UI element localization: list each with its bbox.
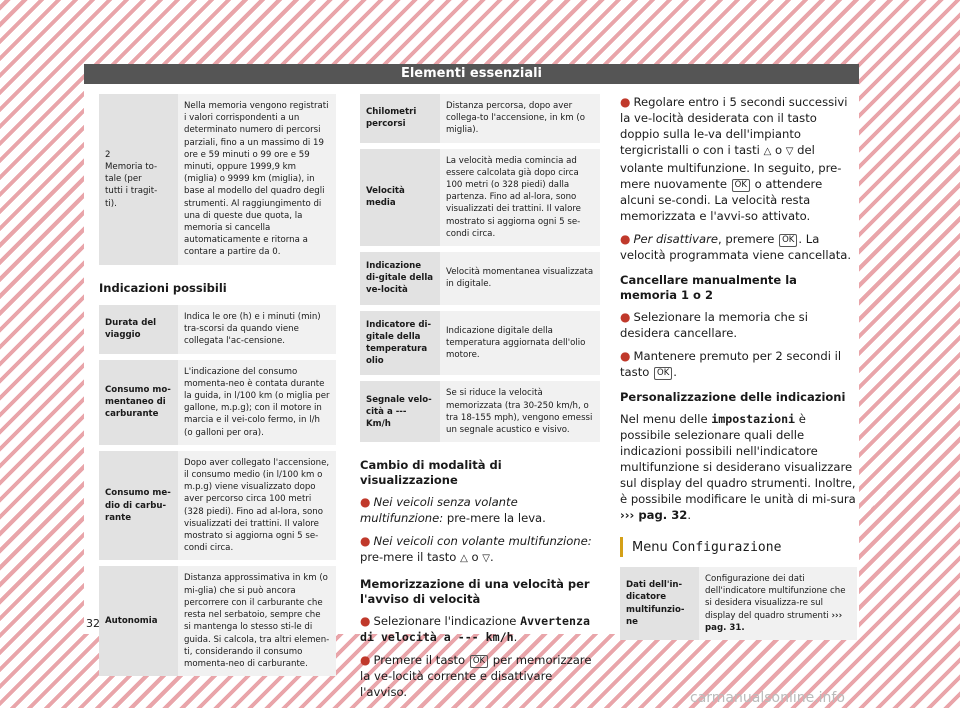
table-key: Consumo mo-mentaneo di carburante xyxy=(99,357,178,448)
section-title: Personalizzazione delle indicazioni xyxy=(620,390,846,404)
table-value: Indicazione digitale della temperatura aggiornata dell'olio motore. xyxy=(440,308,600,379)
ok-key-icon: OK xyxy=(654,367,672,380)
table-row xyxy=(360,378,600,442)
menu-title: Menu Configurazione xyxy=(632,539,782,555)
memory-table xyxy=(99,94,336,265)
section-title: Cancellare manualmente la memoria 1 o 2 xyxy=(620,273,797,302)
column-3 xyxy=(620,94,857,640)
page-number: 32 xyxy=(86,617,100,630)
bullet-paragraph: ● Mantenere premuto per 2 secondi il tasto OK . xyxy=(620,349,842,379)
table-key: Consumo me-dio di carbu-rante xyxy=(99,448,178,564)
bullet-paragraph: ● Nei veicoli senza volante multifunzione: pre-mere la leva. xyxy=(360,495,546,526)
table-key: Indicazione di-gitale della ve-locità xyxy=(360,249,440,308)
menu-table xyxy=(620,567,857,640)
ok-key-icon: OK xyxy=(779,234,797,247)
page-reference-link[interactable]: ››› pag. 31. xyxy=(705,610,843,633)
page-reference-link[interactable]: ››› pag. 32 xyxy=(620,508,688,522)
table-row xyxy=(99,563,336,676)
paragraph: Nel menu delle impostazioni è possibile selezionare quali delle indicazioni possibili nell'indicatore multifunzione si desiderano visualizzare sul display del quadro strumenti. Inoltre, è possibile modificare le unità di mi-sura ››› pag. 32. xyxy=(620,412,856,522)
table-value: Nella memoria vengono registrati i valori corrispondenti a un determinato numero di percorsi parziali, fino a un massimo di 19 ore e 59 minuti o 99 ore e 59 minuti, oppure 1999,9 km (miglia) o 9999 km (miglia), in base al modello del quadro degli strumenti. Al raggiungimento di una di queste due quota, la memoria si cancella automaticamente e ritorna a contare a partire da 0. xyxy=(178,94,336,265)
bullet-icon: ● xyxy=(360,614,371,629)
bullet-icon: ● xyxy=(620,310,631,324)
menu-accent-bar xyxy=(620,537,623,557)
column-2 xyxy=(360,94,600,707)
menu-heading xyxy=(620,537,857,557)
bullet-paragraph: ● Selezionare la memoria che si desidera cancellare. xyxy=(620,310,808,340)
bullet-icon: ● xyxy=(360,653,371,668)
bullet-paragraph: ● Selezionare l'indicazione Avvertenza di velocità a --- km/h. xyxy=(360,614,590,645)
triangle-down-icon: ▽ xyxy=(785,146,794,157)
triangle-down-icon: ▽ xyxy=(482,553,490,565)
table-value: Se si riduce la velocità memorizzata (tra 30-250 km/h, o tra 18-155 mph), vengono emessi un segnale acustico e visivo. xyxy=(440,378,600,442)
table-row xyxy=(360,146,600,249)
bullet-paragraph: ● Nei veicoli con volante multifunzione: pre-mere il tasto △ o ▽. xyxy=(360,534,592,565)
table-key: Indicatore di-gitale della temperatura olio xyxy=(360,308,440,379)
table-value: L'indicazione del consumo momenta-neo è contata durante la guida, in l/100 km (o miglia per gallone, m.p.g); con il motore in marcia e il vei-colo fermo, in l/h (o galloni per ora). xyxy=(178,357,336,448)
table-row xyxy=(99,357,336,448)
bullet-icon: ● xyxy=(360,495,371,510)
indications-table xyxy=(99,305,336,676)
table-row xyxy=(99,305,336,357)
table-key: Autonomia xyxy=(99,563,178,676)
ok-key-icon: OK xyxy=(470,655,488,668)
ok-key-icon: OK xyxy=(732,179,750,192)
bullet-icon: ● xyxy=(620,349,631,363)
table-key: Chilometri percorsi xyxy=(360,94,440,146)
bullet-paragraph: ● Premere il tasto OK per memorizzare la ve-locità corrente e disattivare l'avviso. xyxy=(360,653,592,700)
section-title: Memorizzazione di una velocità per l'avviso di velocità xyxy=(360,577,590,607)
section-title: Cambio di modalità di visualizzazione xyxy=(360,458,502,488)
table-row xyxy=(620,567,857,640)
bullet-icon: ● xyxy=(620,95,631,109)
table-value: Distanza approssimativa in km (o mi-glia) che si può ancora percorrere con il carburante che resta nel serbatoio, sempre che si mantenga lo stesso sti-le di guida. Si calcola, tra altri elemen-ti, considerando il consumo momenta-neo di carburante. xyxy=(178,563,336,676)
table-value: La velocità media comincia ad essere calcolata già dopo circa 100 metri (o 328 piedi) dalla partenza. Fino ad al-lora, sono visualizzati dei trattini. Il valore mostrato si aggiorna ogni 5 se-condi circa. xyxy=(440,146,600,249)
table-value: Configurazione dei dati dell'indicatore multifunzione che si desidera visualizza-re sul display del quadro strumenti ››› pag. 31. xyxy=(699,567,857,640)
bullet-paragraph: ● Per disattivare, premere OK . La velocità programmata viene cancellata. xyxy=(620,232,852,262)
watermark: carmanualsonline.info xyxy=(690,690,845,706)
table-row xyxy=(360,94,600,146)
bullet-icon: ● xyxy=(360,534,371,549)
column-1 xyxy=(99,94,336,676)
table-value: Velocità momentanea visualizzata in digitale. xyxy=(440,249,600,308)
page-header: Elementi essenziali xyxy=(84,64,859,84)
table-row xyxy=(360,249,600,308)
triangle-up-icon: △ xyxy=(460,553,468,565)
table-key: Segnale velo-cità a --- Km/h xyxy=(360,378,440,442)
table-key: Dati dell'in-dicatore multifunzio-ne xyxy=(620,567,699,640)
table-key: Durata del viaggio xyxy=(99,305,178,357)
table-key: Velocità media xyxy=(360,146,440,249)
triangle-up-icon: △ xyxy=(763,146,772,157)
table-value: Distanza percorsa, dopo aver collega-to l'accensione, in km (o miglia). xyxy=(440,94,600,146)
table-value: Dopo aver collegato l'accensione, il consumo medio (in l/100 km o m.p.g) viene visualizzato dopo aver percorso circa 100 metri (328 piedi). Fino ad al-lora, sono visualizzati dei trattini. Il valore mostrato si aggiorna ogni 5 se-condi circa. xyxy=(178,448,336,564)
bullet-paragraph: ● Regolare entro i 5 secondi successivi la ve-locità desiderata con il tasto doppio sulla le-va dell'impianto tergicristalli o con i tasti △ o ▽ del volante multifunzione. In seguito, pre-mere nuovamente OK o attendere alcuni se-condi. La velocità resta memorizzata e l'avvi-so attivato. xyxy=(620,95,848,223)
section-title: Indicazioni possibili xyxy=(99,280,227,295)
table-row xyxy=(99,94,336,265)
table-row xyxy=(99,448,336,564)
table-value: Indica le ore (h) e i minuti (min) tra-scorsi da quando viene collegata l'ac-censione. xyxy=(178,305,336,357)
bullet-icon: ● xyxy=(620,232,631,246)
indications-table-2 xyxy=(360,94,600,442)
table-row xyxy=(360,308,600,379)
table-key: 2 Memoria to- tale (per tutti i tragit- ti). xyxy=(99,94,178,265)
